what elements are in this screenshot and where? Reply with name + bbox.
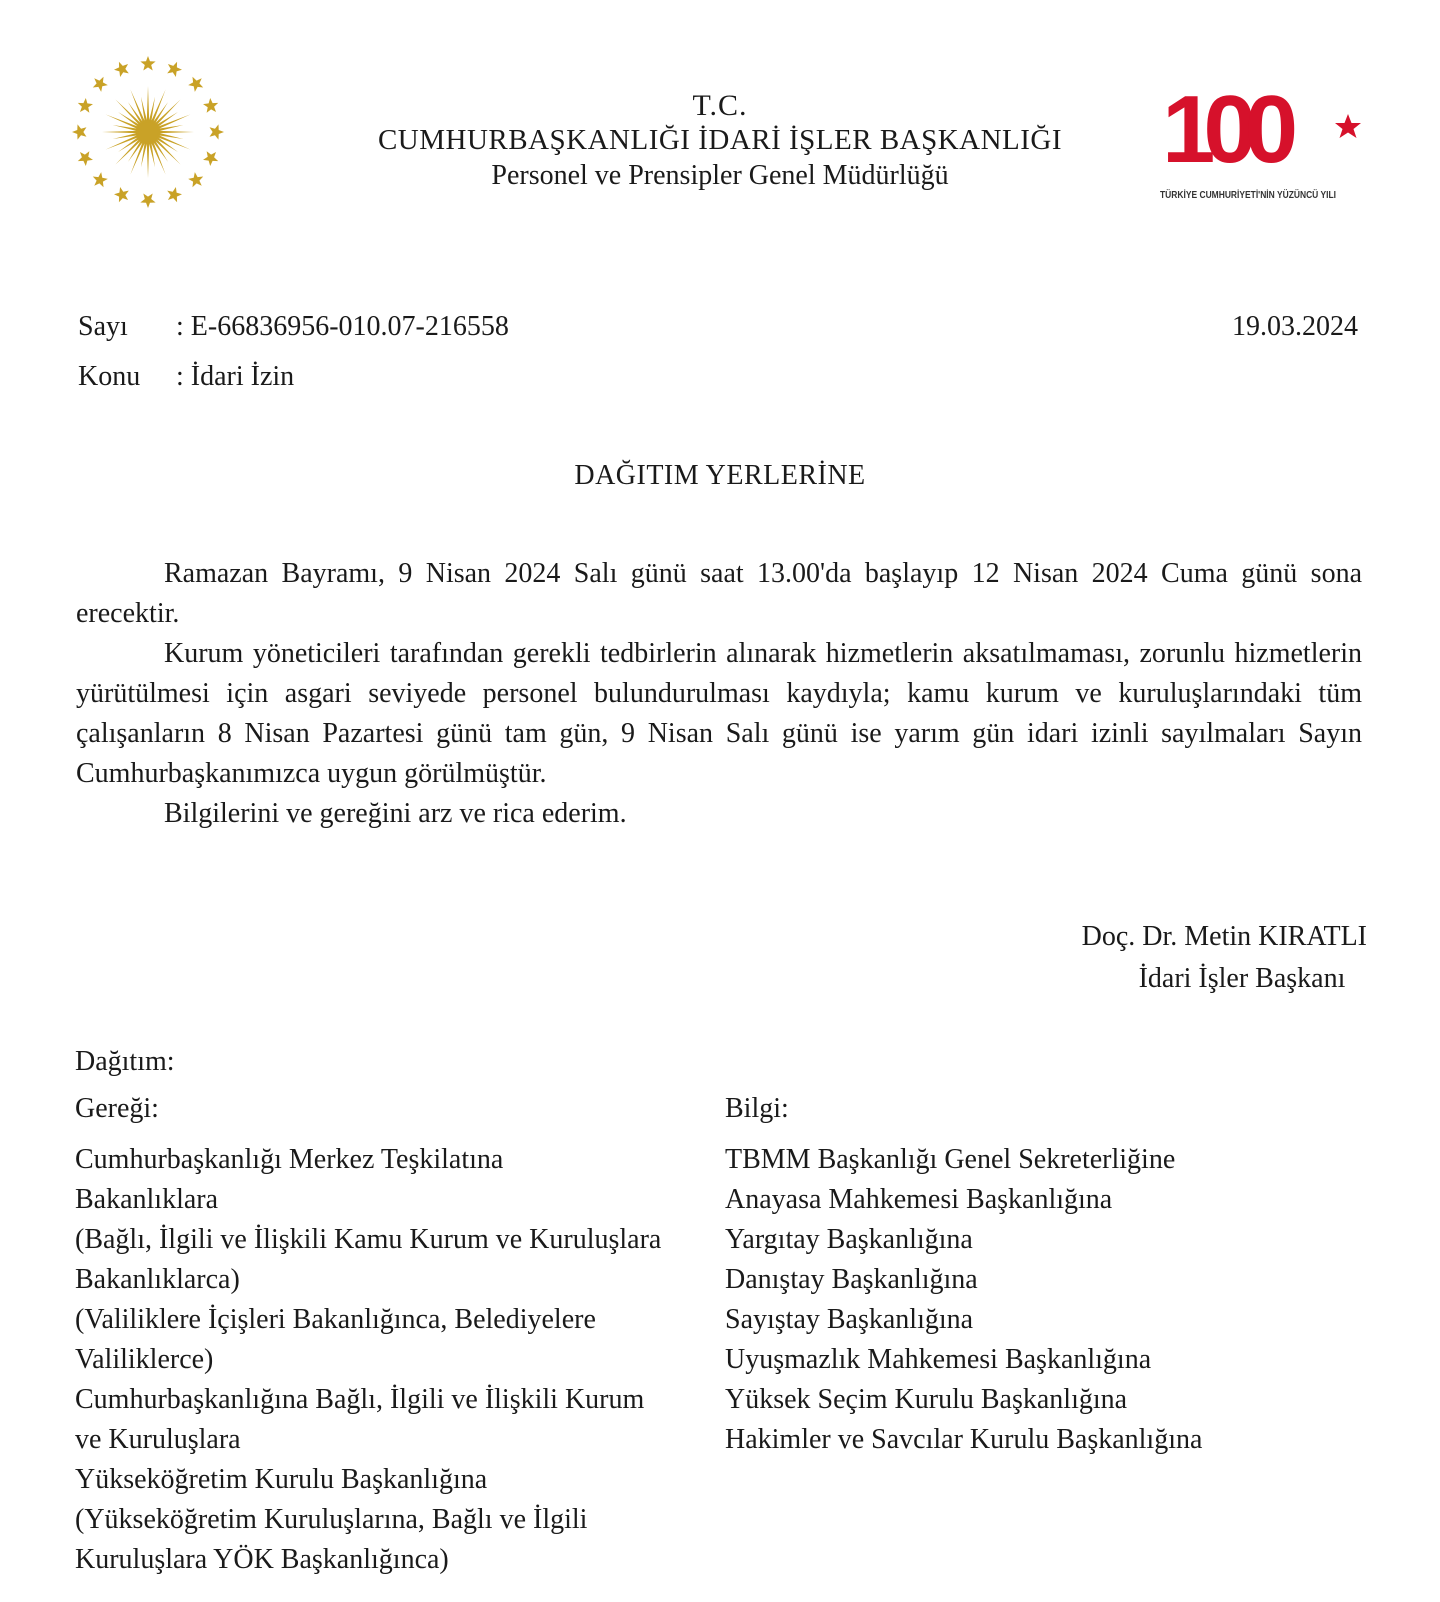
presidential-emblem-icon <box>70 54 226 210</box>
konu-row <box>78 361 294 393</box>
geregi-item: Bakanlıklara <box>75 1184 219 1215</box>
bilgi-list <box>725 1140 1365 1460</box>
letterhead <box>300 88 1140 193</box>
signatory-title: İdari İşler Başkanı <box>1138 963 1346 994</box>
emblem-star-icon <box>167 62 182 77</box>
bilgi-item: TBMM Başkanlığı Genel Sekreterliğine <box>725 1144 1176 1175</box>
emblem-star-icon <box>203 151 218 166</box>
emblem-star-icon <box>114 187 129 202</box>
geregi-item: Bakanlıklarca) <box>75 1264 240 1295</box>
bilgi-item: Uyuşmazlık Mahkemesi Başkanlığına <box>725 1344 1152 1375</box>
bilgi-item: Anayasa Mahkemesi Başkanlığına <box>725 1184 1113 1215</box>
letterhead-institution: CUMHURBAŞKANLIĞI İDARİ İŞLER BAŞKANLIĞI <box>377 124 1063 156</box>
emblem-star-icon <box>93 172 108 187</box>
emblem-star-icon <box>72 124 86 139</box>
body-paragraph: Ramazan Bayramı, 9 Nisan 2024 Salı günü saat 13.00'da başlayıp 12 Nisan 2024 Cuma günü sona erecektir. <box>76 558 1362 629</box>
addressee: DAĞITIM YERLERİNE <box>574 460 866 491</box>
geregi-list <box>75 1140 725 1580</box>
emblem-star-icon <box>114 62 129 77</box>
sayi-label: Sayı <box>78 311 128 342</box>
emblem-star-icon <box>140 56 155 70</box>
bilgi-item: Yargıtay Başkanlığına <box>725 1224 973 1255</box>
letterhead-tc: T.C. <box>692 89 748 122</box>
emblem-star-icon <box>188 77 203 92</box>
geregi-item: (Valiliklere İçişleri Bakanlığınca, Belediyelere <box>75 1304 596 1335</box>
body-paragraph: Bilgilerini ve gereğini arz ve rica ederim. <box>164 798 627 829</box>
letterhead-department: Personel ve Prensipler Genel Müdürlüğü <box>491 160 949 191</box>
bilgi-item: Sayıştay Başkanlığına <box>725 1304 974 1335</box>
emblem-star-icon <box>188 172 203 187</box>
emblem-sun-core <box>138 122 158 142</box>
emblem-star-icon <box>140 194 155 208</box>
distribution-label: Dağıtım: <box>75 1046 175 1077</box>
bilgi-item: Hakimler ve Savcılar Kurulu Başkanlığına <box>725 1424 1203 1455</box>
emblem-star-icon <box>78 151 93 166</box>
emblem-star-icon <box>210 124 224 139</box>
centennial-logo-digits: 100 <box>1162 82 1287 183</box>
sayi-row <box>78 311 509 343</box>
geregi-item: Yükseköğretim Kurulu Başkanlığına <box>75 1464 488 1495</box>
geregi-item: Valiliklerce) <box>75 1344 214 1375</box>
emblem-star-icon <box>203 98 218 113</box>
geregi-item: Kuruluşlara YÖK Başkanlığınca) <box>75 1544 449 1575</box>
konu-label: Konu <box>78 361 141 392</box>
emblem-star-icon <box>78 98 93 113</box>
centennial-star-icon <box>1335 114 1361 138</box>
geregi-item: ve Kuruluşlara <box>75 1424 241 1455</box>
bilgi-item: Danıştay Başkanlığına <box>725 1264 978 1295</box>
bilgi-label: Bilgi: <box>725 1093 789 1124</box>
geregi-item: Cumhurbaşkanlığına Bağlı, İlgili ve İlişkili Kurum <box>75 1384 645 1415</box>
centennial-logo-caption: TÜRKİYE CUMHURİYETİ'NİN YÜZÜNCÜ YILI <box>1160 190 1369 201</box>
document-date: 19.03.2024 <box>1232 311 1358 342</box>
centennial-logo <box>1160 82 1370 212</box>
body-paragraph: Kurum yöneticileri tarafından gerekli tedbirlerin alınarak hizmetlerin aksatılmaması, zorunlu hizmetlerin yürütülmesi için asgari seviyede personel bulundurulması kaydıyla; kamu kurum ve kuruluşlarındaki tüm çalışanların 8 Nisan Pazartesi günü tam gün, 9 Nisan Salı günü ise yarım gün idari izinli sayılmaları Sayın Cumhurbaşkanımızca uygun görülmüştür. <box>76 638 1362 789</box>
emblem-star-icon <box>167 187 182 202</box>
letter-body <box>76 554 1362 834</box>
geregi-item: Cumhurbaşkanlığı Merkez Teşkilatına <box>75 1144 504 1175</box>
signatory-name: Doç. Dr. Metin KIRATLI <box>1081 921 1367 952</box>
bilgi-item: Yüksek Seçim Kurulu Başkanlığına <box>725 1384 1128 1415</box>
geregi-item: (Yükseköğretim Kuruluşlarına, Bağlı ve İlgili <box>75 1504 588 1535</box>
geregi-item: (Bağlı, İlgili ve İlişkili Kamu Kurum ve Kuruluşlara <box>75 1224 662 1255</box>
geregi-label: Gereği: <box>75 1093 159 1124</box>
signature-block <box>1000 916 1420 1000</box>
konu-value: : İdari İzin <box>176 361 295 392</box>
emblem-star-icon <box>93 77 108 92</box>
sayi-value: : E-66836956-010.07-216558 <box>176 311 509 342</box>
